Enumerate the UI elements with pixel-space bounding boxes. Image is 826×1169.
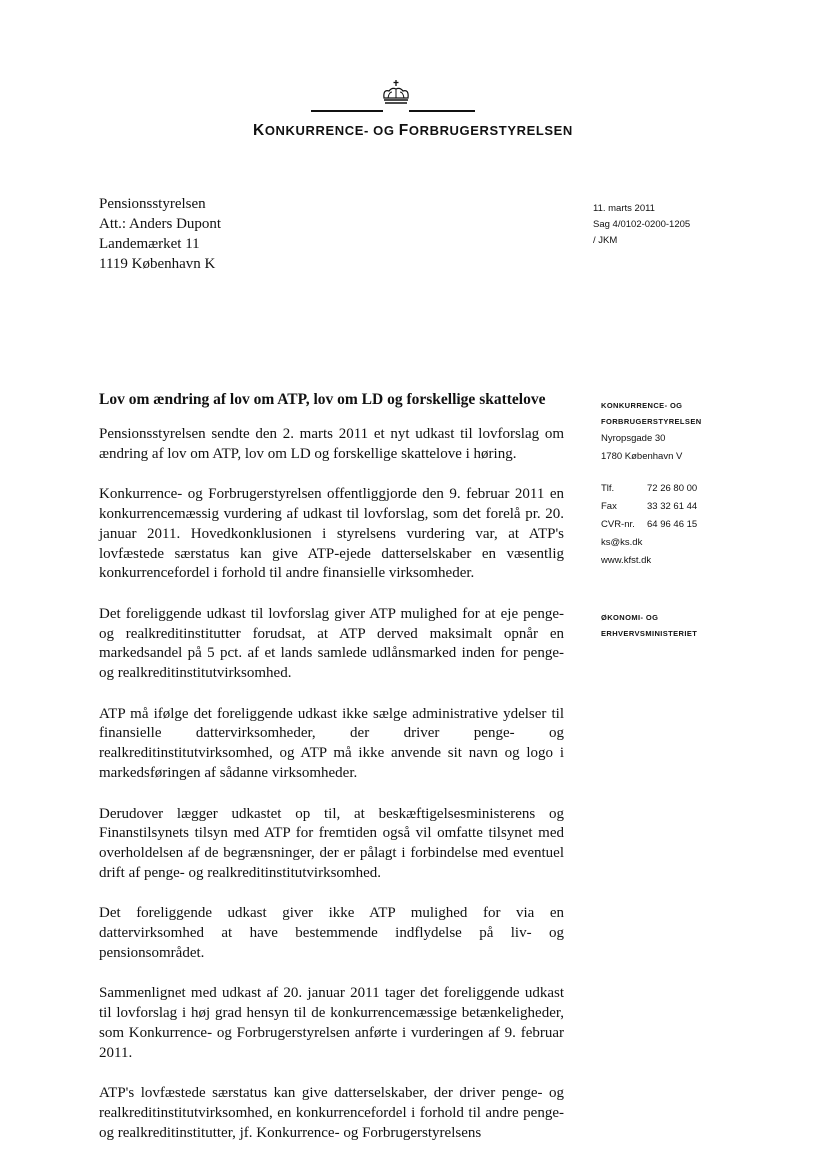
letter-subject: Lov om ændring af lov om ATP, lov om LD og forskellige skattelove	[99, 391, 546, 408]
body-paragraph: ATP's lovfæstede særstatus kan give datterselskaber, der driver penge- og realkreditinstitutvirksomhed, en konkurrencefordel i forhold til andre penge- og realkreditinstitutter, jf. Konkurrence- og Forbrugerstyrelsens	[99, 1085, 564, 1141]
sender-name-line2: FORBRUGERSTYRELSEN	[601, 417, 702, 426]
contact-label: CVR-nr.	[601, 519, 635, 530]
body-paragraph: Konkurrence- og Forbrugerstyrelsen offentliggjorde den 9. februar 2011 en konkurrencemæssig vurdering af udkast til lovforslag, som det forelå pr. 20. januar 2011. Hovedkonklusionen i styrelsens vurdering var, at ATP's lovfæstede særstatus kan give ATP-ejede datterselskaber en væsentlig konkurrencefordel i forhold til andre finansielle virksomheder.	[99, 486, 564, 582]
sender-name-line1: KONKURRENCE- OG	[601, 401, 683, 410]
body-paragraph: Sammenlignet med udkast af 20. januar 2011 tager det foreliggende udkast til lovforslag i høj grad hensyn til de konkurrencemæssige betænkeligheder, som Konkurrence- og Forbrugerstyrelsen anførte i vurderingen af 9. februar 2011.	[99, 985, 564, 1061]
contact-phone	[601, 480, 702, 498]
recipient-line: 1119 København K	[99, 256, 216, 272]
ministry-line1: ØKONOMI- OG	[601, 613, 659, 622]
contact-value: 33 32 61 44	[647, 501, 698, 512]
organization-name: KONKURRENCE- OG FORBRUGERSTYRELSEN	[253, 122, 573, 139]
letter-body	[99, 425, 564, 1164]
recipient-line: Pensionsstyrelsen	[99, 196, 206, 212]
reference-initials: / JKM	[593, 235, 618, 246]
sender-website: www.kfst.dk	[601, 555, 652, 566]
case-number: Sag 4/0102-0200-1205	[593, 219, 691, 230]
contact-value: 72 26 80 00	[647, 483, 698, 494]
sender-city: 1780 København V	[601, 451, 683, 462]
body-paragraph: ATP må ifølge det foreliggende udkast ikke sælge administrative ydelser til finansielle dattervirksomheder, der driver penge- og realkreditinstitutvirksomhed, og ATP må ikke anvende sit navn og logo i markedsføringen af sådanne virksomheder.	[99, 705, 564, 781]
sender-email: ks@ks.dk	[601, 537, 643, 548]
body-paragraph: Det foreliggende udkast til lovforslag giver ATP mulighed for at eje penge- og realkreditinstitutter forudsat, at ATP derved maksimalt opnår en markedsandel på 5 pct. af et lands samlede udlånsmarked inden for penge- og realkreditinstitutvirksomhed.	[99, 605, 564, 682]
ministry-line2: ERHVERVSMINISTERIET	[601, 629, 698, 638]
recipient-address	[99, 194, 221, 274]
recipient-line: Att.: Anders Dupont	[99, 216, 222, 232]
contact-cvr	[601, 516, 702, 534]
body-paragraph: Pensionsstyrelsen sendte den 2. marts 2011 et nyt udkast til lovforslag om ændring af lov om ATP, lov om LD og forskellige skattelove i høring.	[99, 426, 564, 462]
crown-logo-icon	[381, 80, 411, 106]
sender-info	[601, 398, 702, 642]
letterhead-rule-left	[311, 110, 383, 112]
contact-value: 64 96 46 15	[647, 519, 698, 530]
letter-meta	[593, 201, 690, 249]
contact-label: Fax	[601, 501, 617, 512]
body-paragraph: Det foreliggende udkast giver ikke ATP mulighed for via en dattervirksomhed at have bestemmende indflydelse på liv- og pensionsområdet.	[99, 905, 564, 961]
recipient-line: Landemærket 11	[99, 236, 200, 252]
letter-date: 11. marts 2011	[593, 203, 655, 214]
contact-fax	[601, 498, 702, 516]
contact-label: Tlf.	[601, 483, 615, 494]
sender-street: Nyropsgade 30	[601, 433, 666, 444]
body-paragraph: Derudover lægger udkastet op til, at beskæftigelsesministerens og Finanstilsynets tilsyn med ATP for fremtiden også vil omfatte tilsynet med overholdelsen af de begrænsninger, der er pålagt i forbindelse med eventuel drift af penge- og realkreditinstitutvirksomhed.	[99, 805, 564, 881]
letterhead-rule-right	[409, 110, 475, 112]
